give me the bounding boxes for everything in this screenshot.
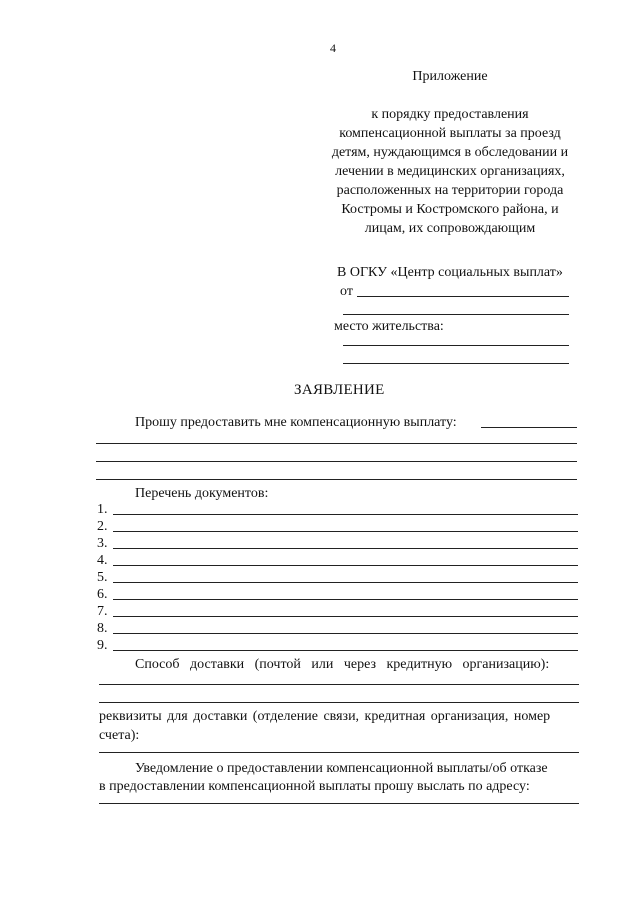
delivery-details-text-2: счета): xyxy=(99,728,140,743)
document-field[interactable] xyxy=(113,565,578,566)
appendix-line: лицам, их сопровождающим xyxy=(364,221,536,236)
document-number: 7. xyxy=(97,604,108,619)
delivery-method-field[interactable] xyxy=(99,684,579,685)
appendix-line: расположенных на территории города xyxy=(336,183,564,198)
document-number: 5. xyxy=(97,570,108,585)
page-number: 4 xyxy=(330,41,336,55)
request-field[interactable] xyxy=(481,427,577,428)
from-field-2[interactable] xyxy=(343,314,569,315)
addressee-to: В ОГКУ «Центр социальных выплат» xyxy=(337,265,563,280)
document-number: 6. xyxy=(97,587,108,602)
notification-text-2: в предоставлении компенсационной выплаты прошу выслать по адресу: xyxy=(99,779,530,794)
request-field-4[interactable] xyxy=(96,479,577,480)
document-field[interactable] xyxy=(113,616,578,617)
appendix-line: лечении в медицинских организациях, xyxy=(335,164,565,179)
document-number: 2. xyxy=(97,519,108,534)
notification-text: Уведомление о предоставлении компенсационной выплаты/об отказе xyxy=(135,761,548,776)
residence-field[interactable] xyxy=(343,345,569,346)
appendix-line: Костромы и Костромского района, и xyxy=(341,202,559,217)
document-field[interactable] xyxy=(113,599,578,600)
delivery-details-text: реквизиты для доставки (отделение связи, кредитная организация, номер xyxy=(99,709,551,724)
request-field-2[interactable] xyxy=(96,443,577,444)
document-number: 3. xyxy=(97,536,108,551)
document-number: 8. xyxy=(97,621,108,636)
residence-field-2[interactable] xyxy=(343,363,569,364)
form-title: ЗАЯВЛЕНИЕ xyxy=(294,382,385,398)
request-text: Прошу предоставить мне компенсационную выплату: xyxy=(135,415,457,430)
from-label: от xyxy=(340,284,353,299)
from-field[interactable] xyxy=(357,296,569,297)
appendix-line: к порядку предоставления xyxy=(371,107,529,122)
document-field[interactable] xyxy=(113,531,578,532)
delivery-method-text: Способ доставки (почтой или через кредитную организацию): xyxy=(135,657,550,672)
notification-field[interactable] xyxy=(99,803,579,804)
document-field[interactable] xyxy=(113,650,578,651)
appendix-title: Приложение xyxy=(412,69,488,84)
document-field[interactable] xyxy=(113,582,578,583)
document-number: 1. xyxy=(97,502,108,517)
delivery-method-field-2[interactable] xyxy=(99,702,579,703)
appendix-line: компенсационной выплаты за проезд xyxy=(339,126,561,141)
document-number: 4. xyxy=(97,553,108,568)
document-field[interactable] xyxy=(113,548,578,549)
delivery-details-field[interactable] xyxy=(99,752,579,753)
appendix-line: детям, нуждающимся в обследовании и xyxy=(331,145,569,160)
residence-label: место жительства: xyxy=(334,319,444,334)
request-field-3[interactable] xyxy=(96,461,577,462)
documents-label: Перечень документов: xyxy=(135,486,269,501)
document-number: 9. xyxy=(97,638,108,653)
document-field[interactable] xyxy=(113,514,578,515)
document-field[interactable] xyxy=(113,633,578,634)
